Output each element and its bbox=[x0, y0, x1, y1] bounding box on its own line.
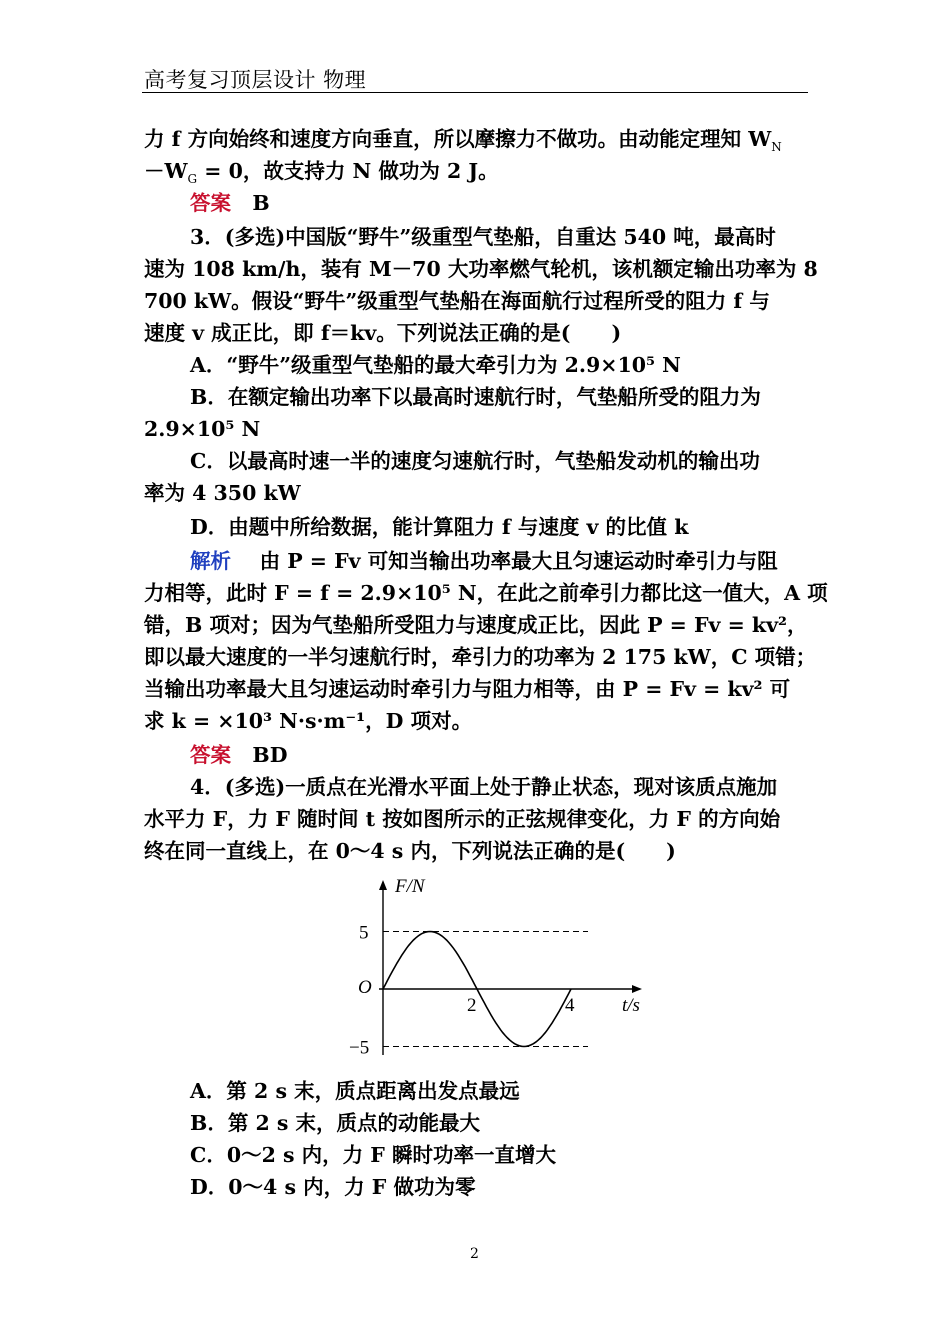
x-axis-label: t/s bbox=[622, 994, 640, 1016]
q4-line: 水平力 F，力 F 随时间 t 按如图所示的正弦规律变化，力 F 的方向始 bbox=[144, 807, 781, 831]
q3-option-a: A．“野牛”级重型气垫船的最大牵引力为 2.9×10⁵ N bbox=[190, 353, 681, 377]
q4-option-c: C．0～2 s 内，力 F 瞬时功率一直增大 bbox=[190, 1143, 556, 1167]
sine-force-chart bbox=[340, 872, 660, 1068]
answer-line bbox=[190, 188, 270, 218]
answer-line bbox=[190, 740, 288, 770]
analysis-line: 错，B 项对；因为气垫船所受阻力与速度成正比，因此 P = Fv = kv²， bbox=[144, 613, 808, 637]
q3-line: 速度 v 成正比，即 f＝kv。下列说法正确的是( ) bbox=[144, 321, 622, 345]
analysis-line: 即以最大速度的一半匀速航行时，牵引力的功率为 2 175 kW，C 项错； bbox=[144, 645, 817, 669]
origin-label: O bbox=[358, 977, 372, 998]
page-number: 2 bbox=[470, 1246, 479, 1262]
q3-line: 速为 108 km/h，装有 M－70 大功率燃气轮机，该机额定输出功率为 8 bbox=[144, 257, 818, 281]
analysis-label: 解析 bbox=[190, 549, 231, 573]
analysis-line: 解析 由 P = Fv 可知当输出功率最大且匀速运动时牵引力与阻 bbox=[190, 549, 778, 573]
q4-line: 终在同一直线上，在 0～4 s 内，下列说法正确的是( ) bbox=[144, 839, 676, 863]
q3-line: 3．(多选)中国版“野牛”级重型气垫船，自重达 540 吨，最高时 bbox=[190, 225, 776, 249]
x-axis-arrow bbox=[632, 985, 642, 993]
answer-label: 答案 bbox=[190, 191, 231, 215]
text-line: 力 f 方向始终和速度方向垂直，所以摩擦力不做功。由动能定理知 $W_N$ bbox=[144, 127, 782, 155]
q3-option-c: C．以最高时速一半的速度匀速航行时，气垫船发动机的输出功 bbox=[190, 449, 760, 473]
y-axis-label: F/N bbox=[395, 876, 425, 897]
q4-option-a: A．第 2 s 末，质点距离出发点最远 bbox=[190, 1079, 520, 1103]
q3-line: 700 kW。假设“野牛”级重型气垫船在海面航行过程所受的阻力 f 与 bbox=[144, 289, 770, 313]
q4-option-b: B．第 2 s 末，质点的动能最大 bbox=[190, 1111, 481, 1135]
answer-label: 答案 bbox=[190, 743, 231, 767]
x-tick-label: 4 bbox=[565, 995, 575, 1016]
answer-value: BD bbox=[252, 743, 288, 767]
text-line: $-W_G = 0$，故支持力 N 做功为 2 J。 bbox=[144, 159, 499, 187]
q3-option-b: B．在额定输出功率下以最高时速航行时，气垫船所受的阻力为 bbox=[190, 385, 761, 409]
q4-option-d: D．0～4 s 内，力 F 做功为零 bbox=[190, 1175, 476, 1199]
page-header bbox=[142, 62, 808, 93]
x-tick-label: 2 bbox=[467, 995, 477, 1016]
q4-line: 4．(多选)一质点在光滑水平面上处于静止状态，现对该质点施加 bbox=[190, 775, 778, 799]
analysis-line: 求 k = ×10³ N·s·m⁻¹，D 项对。 bbox=[144, 709, 473, 733]
y-tick-label: −5 bbox=[349, 1037, 370, 1059]
q3-option-c-cont: 率为 4 350 kW bbox=[144, 481, 301, 505]
analysis-line: 力相等，此时 F = f = 2.9×10⁵ N，在此之前牵引力都比这一值大，A 项 bbox=[144, 581, 828, 605]
analysis-line: 当输出功率最大且匀速运动时牵引力与阻力相等，由 P = Fv = kv² 可 bbox=[144, 677, 791, 701]
answer-value: B bbox=[252, 191, 270, 215]
y-axis-arrow bbox=[379, 880, 387, 890]
header-title: 高考复习顶层设计 物理 bbox=[144, 68, 367, 92]
q3-option-d: D．由题中所给数据，能计算阻力 f 与速度 v 的比值 k bbox=[190, 515, 689, 539]
q3-option-b-cont: 2.9×10⁵ N bbox=[144, 417, 261, 441]
y-tick-label: 5 bbox=[359, 922, 369, 944]
